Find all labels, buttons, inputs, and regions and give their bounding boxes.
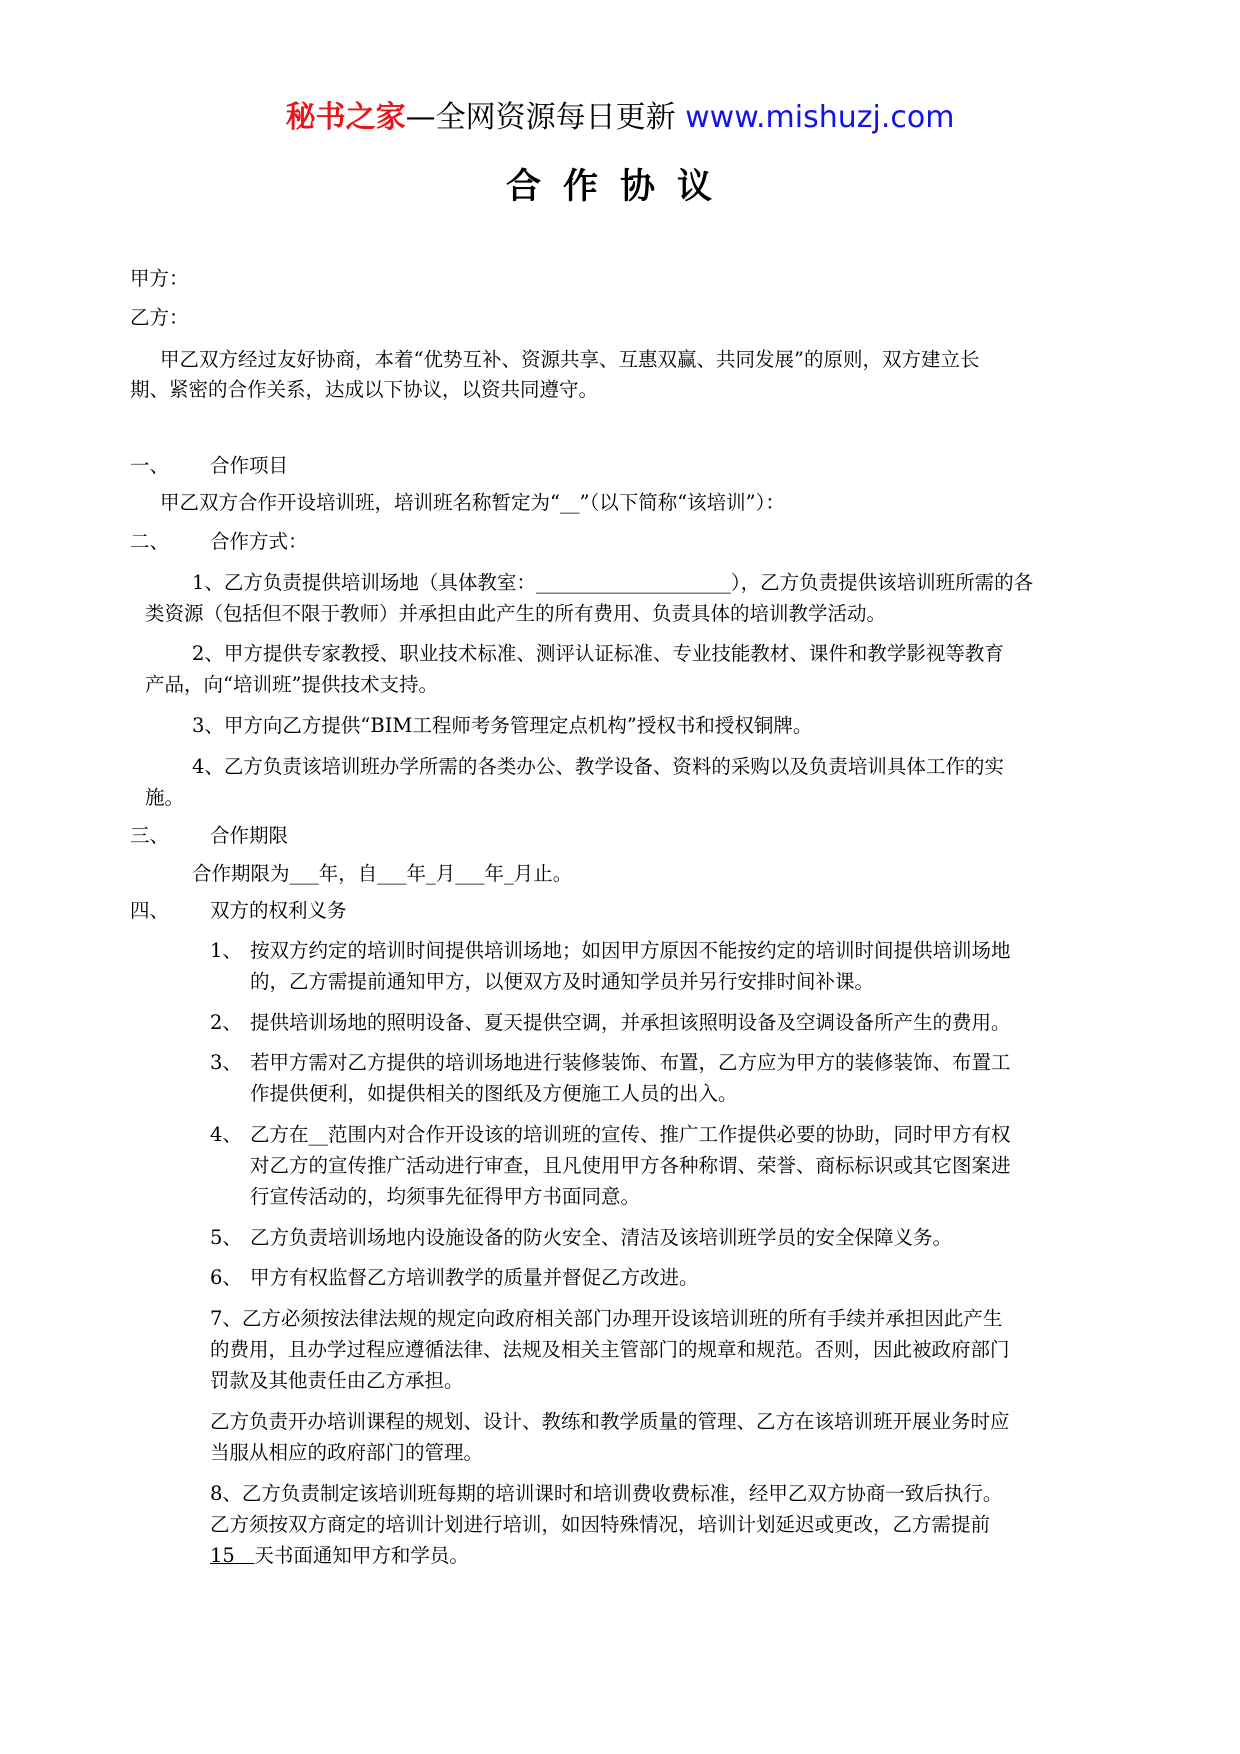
section-2-heading: 合作方式： bbox=[210, 530, 308, 553]
site-header bbox=[0, 98, 1240, 138]
party-b-label: 乙方： bbox=[130, 306, 189, 329]
section-1-body: 甲乙双方合作开设培训班，培训班名称暂定为“__”（以下简称“该培训”）： bbox=[160, 491, 785, 514]
section-4-para-7-line: 罚款及其他责任由乙方承担。 bbox=[210, 1369, 464, 1392]
section-4-item-number: 3、 bbox=[210, 1051, 242, 1074]
section-2-item-4-line: 施。 bbox=[145, 786, 185, 809]
section-4-item-1-line: 的，乙方需提前通知甲方，以便双方及时通知学员并另行安排时间补课。 bbox=[250, 970, 875, 993]
section-4-item-1-line: 按双方约定的培训时间提供培训场地；如因甲方原因不能按约定的培训时间提供培训场地 bbox=[250, 939, 1011, 962]
notice-days-value: 15 bbox=[210, 1544, 235, 1567]
intro-line: 甲乙双方经过友好协商，本着“优势互补、资源共享、互惠双赢、共同发展”的原则，双方建立长 bbox=[160, 348, 980, 371]
section-4-item-number: 4、 bbox=[210, 1123, 242, 1146]
section-4-item-4-line: 对乙方的宣传推广活动进行审查，且凡使用甲方各种称谓、荣誉、商标标识或其它图案进 bbox=[250, 1154, 1011, 1177]
section-4-item-6-line: 甲方有权监督乙方培训教学的质量并督促乙方改进。 bbox=[250, 1266, 699, 1289]
section-2-item-1-line: 类资源（包括但不限于教师）并承担由此产生的所有费用、负责具体的培训教学活动。 bbox=[145, 602, 887, 625]
section-4-para-8-last-line bbox=[210, 1543, 469, 1569]
section-2-item-2-line: 产品，向“培训班”提供技术支持。 bbox=[145, 673, 438, 696]
party-a-label: 甲方： bbox=[130, 267, 189, 290]
section-4-para-7-line: 的费用，且办学过程应遵循法律、法规及相关主管部门的规章和规范。否则，因此被政府部门 bbox=[210, 1338, 1010, 1361]
intro-line: 期、紧密的合作关系，达成以下协议，以资共同遵守。 bbox=[130, 378, 599, 401]
section-4-item-3-line: 若甲方需对乙方提供的培训场地进行装修装饰、布置，乙方应为甲方的装修装饰、布置工 bbox=[250, 1051, 1011, 1074]
section-4-item-4-line: 乙方在__范围内对合作开设该的培训班的宣传、推广工作提供必要的协助，同时甲方有权 bbox=[250, 1123, 1011, 1146]
section-4-number: 四、 bbox=[130, 899, 170, 922]
site-url-link[interactable]: www.mishuzj.com bbox=[685, 100, 955, 135]
notice-days-blank bbox=[235, 1544, 255, 1567]
section-1-heading: 合作项目 bbox=[210, 454, 289, 477]
section-3-number: 三、 bbox=[130, 824, 170, 847]
section-2-item-2-line: 2、甲方提供专家教授、职业技术标准、测评认证标准、专业技能教材、课件和教学影视等教育 bbox=[192, 642, 1004, 665]
section-4-item-5-line: 乙方负责培训场地内设施设备的防火安全、清洁及该培训班学员的安全保障义务。 bbox=[250, 1226, 953, 1249]
section-4-item-number: 1、 bbox=[210, 939, 242, 962]
section-4-item-4-line: 行宣传活动的，均须事先征得甲方书面同意。 bbox=[250, 1185, 641, 1208]
section-4-para-8-line: 乙方须按双方商定的培训计划进行培训，如因特殊情况，培训计划延迟或更改，乙方需提前 bbox=[210, 1513, 991, 1536]
section-2-number: 二、 bbox=[130, 530, 170, 553]
section-4-item-number: 6、 bbox=[210, 1266, 242, 1289]
header-slogan: —全网资源每日更新 bbox=[405, 100, 676, 135]
section-3-body: 合作期限为___年，自___年_月___年_月止。 bbox=[192, 862, 573, 885]
section-4-para-7b-line: 当服从相应的政府部门的管理。 bbox=[210, 1441, 484, 1464]
section-4-item-2-line: 提供培训场地的照明设备、夏天提供空调，并承担该照明设备及空调设备所产生的费用。 bbox=[250, 1011, 1011, 1034]
section-4-item-number: 2、 bbox=[210, 1011, 242, 1034]
brand-name: 秘书之家 bbox=[285, 100, 406, 135]
section-2-item-3-line: 3、甲方向乙方提供“BIM工程师考务管理定点机构”授权书和授权铜牌。 bbox=[192, 714, 813, 737]
section-1-number: 一、 bbox=[130, 454, 170, 477]
section-2-item-4-line: 4、乙方负责该培训班办学所需的各类办公、教学设备、资料的采购以及负责培训具体工作的实 bbox=[192, 755, 1004, 778]
notice-days-text: 天书面通知甲方和学员。 bbox=[254, 1544, 469, 1567]
section-4-para-7-line: 7、乙方必须按法律法规的规定向政府相关部门办理开设该培训班的所有手续并承担因此产生 bbox=[210, 1307, 1003, 1330]
section-4-para-7b-line: 乙方负责开办培训课程的规划、设计、教练和教学质量的管理、乙方在该培训班开展业务时应 bbox=[210, 1410, 1010, 1433]
section-3-heading: 合作期限 bbox=[210, 824, 289, 847]
document-title: 合作协议 bbox=[505, 167, 734, 207]
section-4-para-8-line: 8、乙方负责制定该培训班每期的培训课时和培训费收费标准，经甲乙双方协商一致后执行。 bbox=[210, 1482, 1003, 1505]
section-4-heading: 双方的权利义务 bbox=[210, 899, 347, 922]
section-2-item-1-line: 1、乙方负责提供培训场地（具体教室：____________________），乙方负责提供该培训班所需的各 bbox=[192, 571, 1034, 594]
section-4-item-3-line: 作提供便利，如提供相关的图纸及方便施工人员的出入。 bbox=[250, 1082, 738, 1105]
section-4-item-number: 5、 bbox=[210, 1226, 242, 1249]
